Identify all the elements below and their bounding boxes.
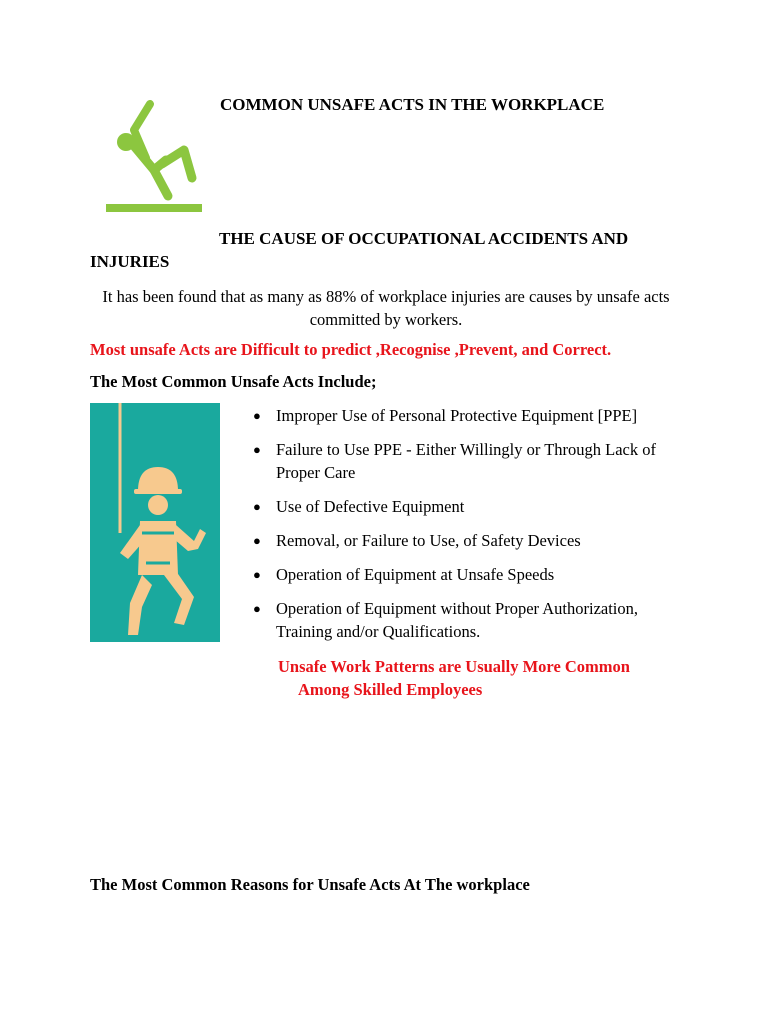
list-item: ● Use of Defective Equipment: [253, 497, 465, 516]
unsafe-acts-list: [250, 404, 680, 654]
bullet-icon: ●: [253, 567, 261, 582]
harness-worker-icon: [90, 403, 220, 642]
falling-person-icon: [104, 100, 204, 218]
patterns-note-line-1: Unsafe Work Patterns are Usually More Common: [278, 657, 630, 676]
acts-list-heading: The Most Common Unsafe Acts Include;: [90, 372, 377, 391]
list-item: ● Failure to Use PPE - Either Willingly or Through Lack of Proper Care: [253, 440, 656, 482]
bullet-icon: ●: [253, 442, 261, 457]
subtitle-line-1: THE CAUSE OF OCCUPATIONAL ACCIDENTS AND: [219, 229, 629, 248]
reasons-heading: The Most Common Reasons for Unsafe Acts At The workplace: [90, 875, 530, 894]
list-item: ● Operation of Equipment without Proper Authorization, Training and/or Qualifications.: [253, 599, 639, 641]
list-item: ● Removal, or Failure to Use, of Safety Devices: [253, 531, 581, 550]
patterns-note-line-2: Among Skilled Employees: [298, 680, 483, 699]
bullet-icon: ●: [253, 499, 261, 514]
patterns-note: [278, 655, 678, 701]
subtitle-line-2: INJURIES: [90, 252, 170, 271]
warning-text: Most unsafe Acts are Difficult to predict ,Recognise ,Prevent, and Correct.: [90, 340, 612, 359]
list-item: ● Improper Use of Personal Protective Equipment [PPE]: [253, 406, 638, 425]
bullet-icon: ●: [253, 408, 261, 423]
list-item: ● Operation of Equipment at Unsafe Speeds: [253, 565, 555, 584]
bullet-icon: ●: [253, 533, 261, 548]
bullet-icon: ●: [253, 601, 261, 616]
intro-paragraph: It has been found that as many as 88% of workplace injuries are causes by unsafe acts committed by workers.: [102, 287, 670, 329]
document-title: COMMON UNSAFE ACTS IN THE WORKPLACE: [220, 95, 605, 114]
harness-illustration: [90, 403, 220, 642]
